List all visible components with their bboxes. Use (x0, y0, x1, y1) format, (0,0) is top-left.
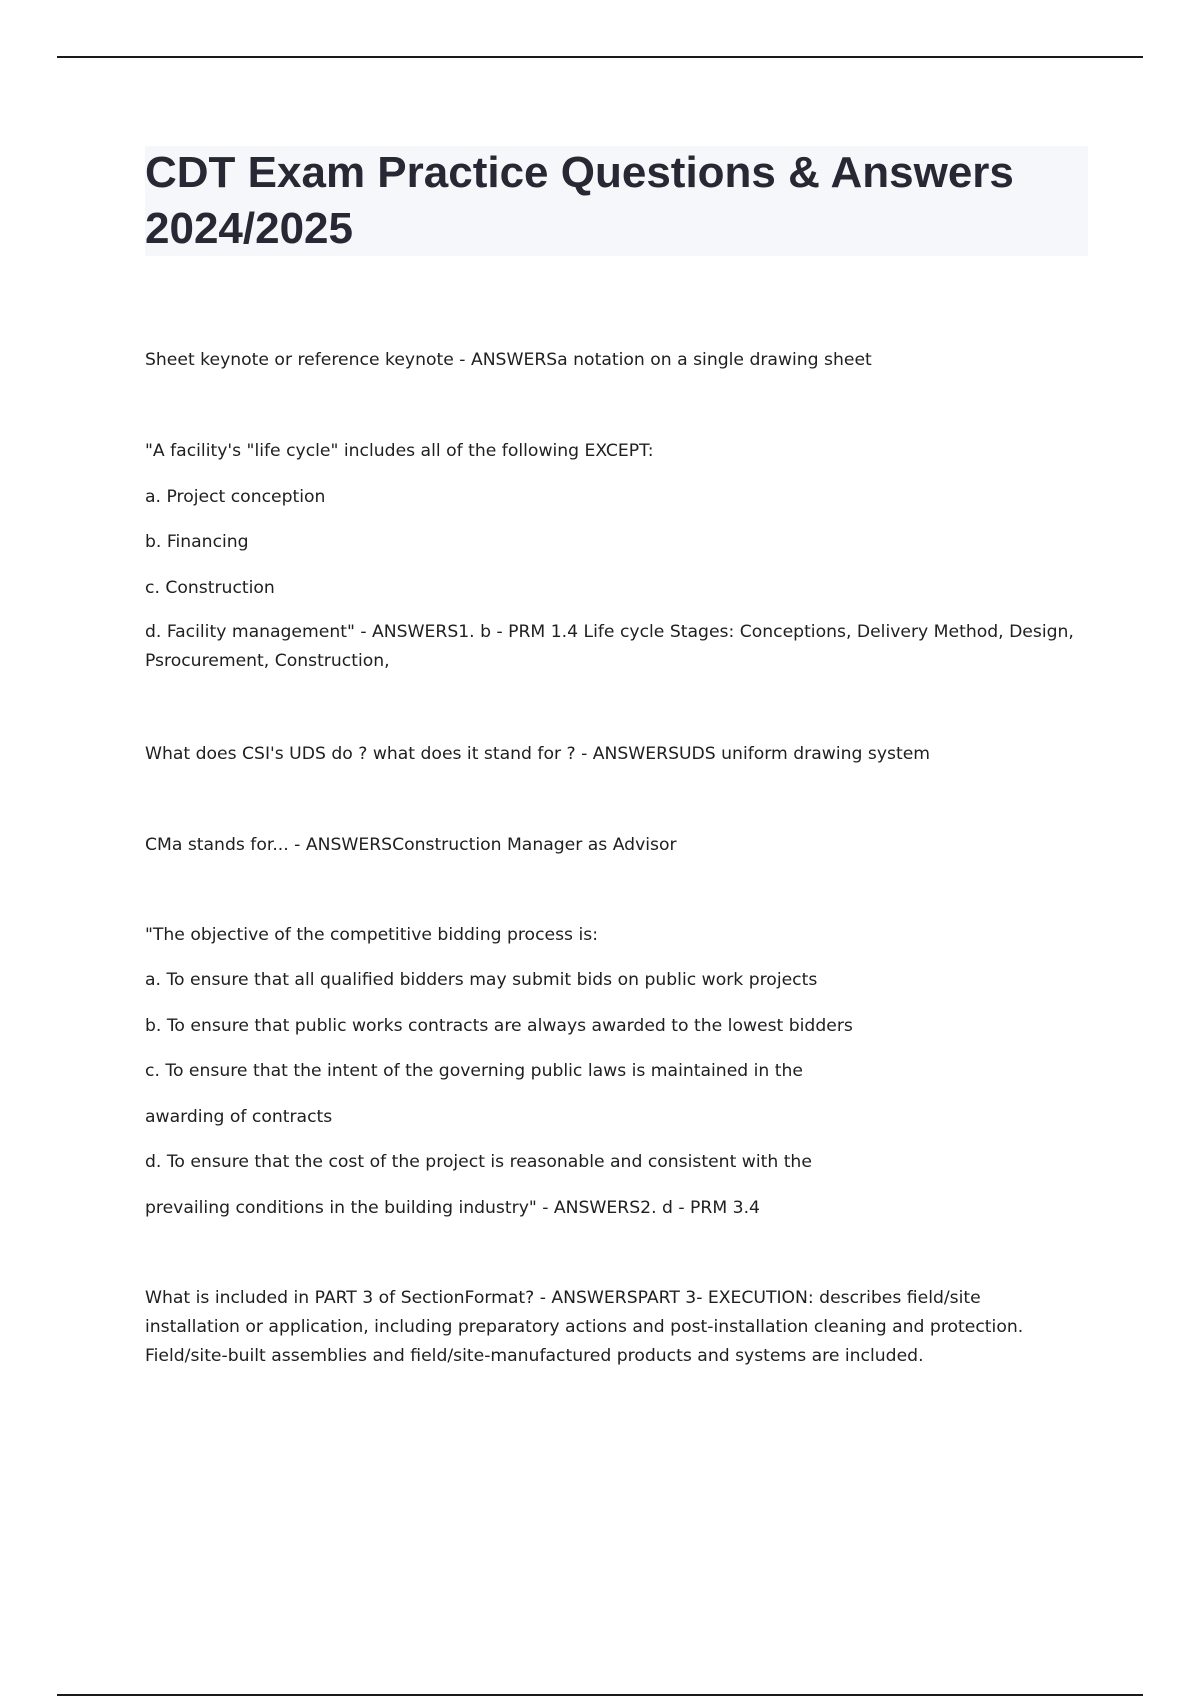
entry-4-line-1: CMa stands for... - ANSWERSConstruction Manager as Advisor (145, 835, 677, 855)
entry-2-question: "A facility's "life cycle" includes all of the following EXCEPT: (145, 441, 654, 461)
entry-6-text: What is included in PART 3 of SectionFormat? - ANSWERSPART 3- EXECUTION: describes field/site installation or application, including preparatory actions and post-installation cleaning and protection. Field/site-built assemblies and field/site-manufactured products and systems are included. (145, 1288, 1024, 1366)
bottom-rule (57, 1694, 1143, 1696)
top-rule (57, 56, 1143, 58)
entry-2-option-c: c. Construction (145, 578, 275, 598)
entry-3-line-1: What does CSI's UDS do ? what does it stand for ? - ANSWERSUDS uniform drawing system (145, 744, 931, 764)
entry-5-question: "The objective of the competitive bidding process is: (145, 925, 598, 945)
entry-1-line-1: Sheet keynote or reference keynote - ANSWERSa notation on a single drawing sheet (145, 350, 872, 370)
entry-5-option-a: a. To ensure that all qualified bidders may submit bids on public work projects (145, 970, 818, 990)
entry-2-option-b: b. Financing (145, 532, 249, 552)
entry-5-option-c: c. To ensure that the intent of the governing public laws is maintained in the (145, 1061, 803, 1081)
entry-5-option-c-cont: awarding of contracts (145, 1107, 333, 1127)
entry-2-option-d-answer: d. Facility management" - ANSWERS1. b - PRM 1.4 Life cycle Stages: Conceptions, Delivery Method, Design, Psrocurement, Construction, (145, 622, 1074, 671)
document-title: CDT Exam Practice Questions & Answers 2024/2025 (145, 148, 1014, 253)
entry-5-option-b: b. To ensure that public works contracts are always awarded to the lowest bidders (145, 1016, 853, 1036)
entry-2-option-a: a. Project conception (145, 487, 326, 507)
entry-5-option-d-answer: prevailing conditions in the building industry" - ANSWERS2. d - PRM 3.4 (145, 1198, 760, 1218)
entry-5-option-d: d. To ensure that the cost of the project is reasonable and consistent with the (145, 1152, 812, 1172)
